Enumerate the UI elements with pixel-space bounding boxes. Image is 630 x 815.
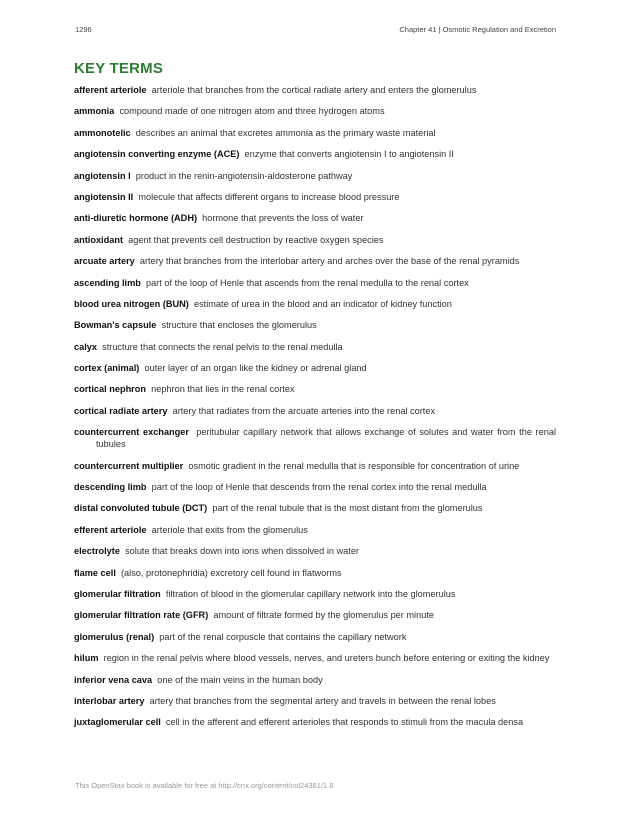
glossary-entry — [74, 426, 556, 450]
glossary-definition: agent that prevents cell destruction by reactive oxygen species — [128, 234, 384, 245]
glossary-definition: artery that branches from the interlobar artery and arches over the base of the renal pyramids — [139, 256, 520, 267]
glossary-term: arcuate artery — [74, 256, 135, 267]
glossary-term: electrolyte — [74, 546, 120, 557]
glossary-term: interlobar artery — [74, 695, 145, 706]
glossary-term: flame cell — [74, 567, 116, 578]
glossary-term: Bowman's capsule — [74, 320, 157, 331]
glossary-entry — [74, 105, 556, 117]
glossary-term: ammonotelic — [74, 127, 131, 138]
glossary-entry — [74, 255, 556, 267]
glossary-entry — [74, 631, 556, 643]
glossary-term: cortical nephron — [74, 384, 146, 395]
glossary-entry — [74, 319, 556, 331]
glossary-entry — [74, 481, 556, 493]
glossary-entry — [74, 609, 556, 621]
running-head-chapter: Chapter 41 | Osmotic Regulation and Excretion — [399, 25, 556, 34]
glossary-definition: artery that radiates from the arcuate arteries into the renal cortex — [172, 405, 436, 416]
glossary-definition: arteriole that exits from the glomerulus — [151, 524, 308, 535]
glossary-term: inferior vena cava — [74, 674, 153, 685]
glossary-definition: estimate of urea in the blood and an indicator of kidney function — [193, 298, 452, 309]
glossary-entry — [74, 362, 556, 374]
page-number: 1296 — [75, 25, 92, 34]
glossary-term: juxtaglomerular cell — [74, 717, 161, 728]
glossary-term: glomerular filtration — [74, 588, 161, 599]
glossary-term: calyx — [74, 341, 97, 352]
glossary-term: countercurrent multiplier — [74, 460, 184, 471]
glossary-term: antioxidant — [74, 234, 124, 245]
glossary-definition: region in the renal pelvis where blood vessels, nerves, and ureters bunch before entering or exiting the kidney — [103, 653, 550, 664]
glossary-definition: osmotic gradient in the renal medulla that is responsible for concentration of urine — [188, 460, 520, 471]
glossary-entry — [74, 652, 556, 664]
glossary-entry — [74, 148, 556, 160]
glossary-definition: filtration of blood in the glomerular capillary network into the glomerulus — [165, 588, 456, 599]
glossary-entry — [74, 234, 556, 246]
glossary-entry — [74, 674, 556, 686]
glossary-definition: (also, protonephridia) excretory cell found in flatworms — [121, 567, 342, 578]
glossary-term: afferent arteriole — [74, 85, 147, 95]
glossary-definition: describes an animal that excretes ammonia as the primary waste material — [135, 127, 436, 138]
glossary-definition: part of the renal tubule that is the most distant from the glomerulus — [212, 503, 483, 514]
glossary-entry — [74, 460, 556, 472]
glossary-definition: part of the loop of Henle that ascends from the renal medulla to the renal cortex — [146, 277, 469, 288]
glossary-definition: amount of filtrate formed by the glomerulus per minute — [213, 610, 434, 621]
glossary-entry — [74, 695, 556, 707]
glossary-definition: nephron that lies in the renal cortex — [151, 384, 295, 395]
glossary-entry — [74, 277, 556, 289]
glossary-entry — [74, 502, 556, 514]
footer-availability-note: This OpenStax book is available for free at http://cnx.org/content/col24361/1.8 — [75, 781, 334, 790]
glossary-entry — [74, 716, 556, 728]
glossary-term: angiotensin I — [74, 170, 131, 181]
glossary-term: cortical radiate artery — [74, 405, 168, 416]
glossary-definition: solute that breaks down into ions when dissolved in water — [125, 546, 359, 557]
glossary-definition: compound made of one nitrogen atom and three hydrogen atoms — [119, 106, 385, 117]
glossary-definition: outer layer of an organ like the kidney or adrenal gland — [144, 363, 367, 374]
glossary-definition: product in the renin-angiotensin-aldosterone pathway — [135, 170, 353, 181]
glossary-definition: part of the renal corpuscle that contains the capillary network — [159, 631, 407, 642]
glossary-definition: structure that encloses the glomerulus — [161, 320, 317, 331]
glossary-term: glomerulus (renal) — [74, 631, 155, 642]
glossary-term: distal convoluted tubule (DCT) — [74, 503, 208, 514]
glossary-term: hilum — [74, 653, 99, 664]
key-terms-list — [74, 84, 556, 738]
glossary-term: cortex (animal) — [74, 363, 140, 374]
glossary-entry — [74, 170, 556, 182]
glossary-definition: one of the main veins in the human body — [157, 674, 323, 685]
glossary-term: descending limb — [74, 482, 147, 493]
glossary-term: anti-diuretic hormone (ADH) — [74, 213, 198, 224]
glossary-entry — [74, 545, 556, 557]
glossary-definition: arteriole that branches from the cortical radiate artery and enters the glomerulus — [151, 85, 477, 95]
glossary-entry — [74, 191, 556, 203]
glossary-term: ammonia — [74, 106, 115, 117]
glossary-entry — [74, 341, 556, 353]
glossary-definition: hormone that prevents the loss of water — [202, 213, 364, 224]
glossary-definition: structure that connects the renal pelvis to the renal medulla — [102, 341, 343, 352]
glossary-definition: enzyme that converts angiotensin I to angiotensin II — [244, 149, 454, 160]
glossary-term: glomerular filtration rate (GFR) — [74, 610, 209, 621]
glossary-entry — [74, 524, 556, 536]
glossary-entry — [74, 383, 556, 395]
section-title: KEY TERMS — [74, 60, 164, 77]
glossary-term: angiotensin II — [74, 191, 134, 202]
glossary-entry — [74, 405, 556, 417]
glossary-term: efferent arteriole — [74, 524, 147, 535]
glossary-definition: artery that branches from the segmental artery and travels in between the renal lobes — [149, 695, 496, 706]
glossary-entry — [74, 212, 556, 224]
glossary-entry — [74, 567, 556, 579]
glossary-term: ascending limb — [74, 277, 141, 288]
glossary-term: angiotensin converting enzyme (ACE) — [74, 149, 240, 160]
glossary-term: blood urea nitrogen (BUN) — [74, 298, 189, 309]
glossary-definition: peritubular capillary network that allows exchange of solutes and water from the renal tubules — [96, 427, 557, 450]
glossary-entry — [74, 84, 556, 96]
glossary-entry — [74, 298, 556, 310]
glossary-entry — [74, 588, 556, 600]
glossary-definition: molecule that affects different organs to increase blood pressure — [138, 191, 400, 202]
glossary-term: countercurrent exchanger — [74, 427, 189, 438]
glossary-definition: cell in the afferent and efferent arterioles that responds to stimuli from the macula densa — [165, 717, 524, 728]
glossary-definition: part of the loop of Henle that descends from the renal cortex into the renal medulla — [151, 482, 487, 493]
glossary-entry — [74, 127, 556, 139]
